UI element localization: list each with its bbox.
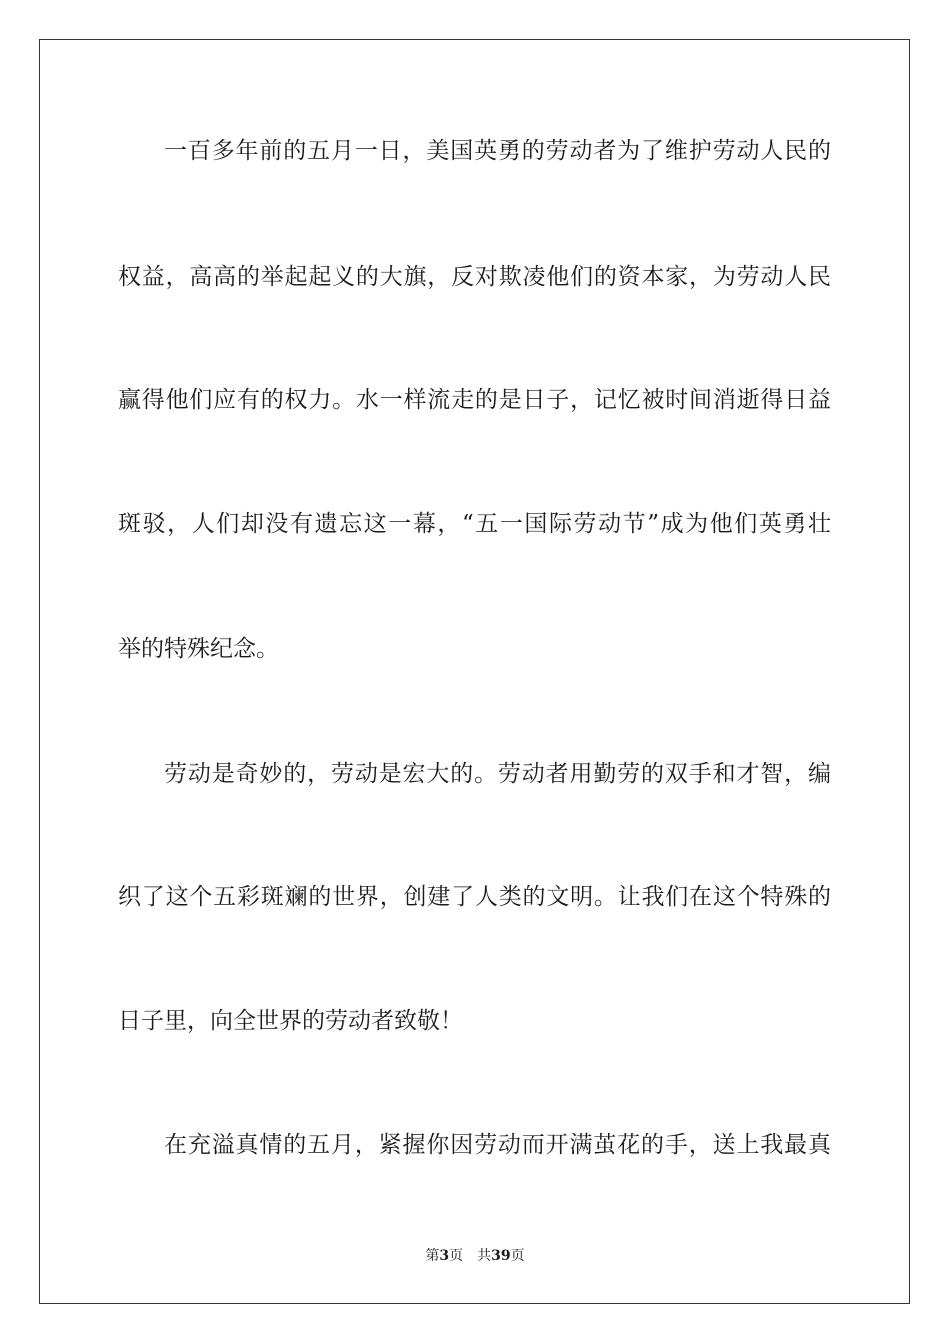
- footer-total-prefix: 共: [477, 1248, 492, 1264]
- page-border: [39, 39, 910, 1304]
- paragraph-2-line-2: 织了这个五彩斑斓的世界，创建了人类的文明。让我们在这个特殊的: [118, 884, 831, 910]
- footer-page-prefix: 第: [425, 1248, 440, 1264]
- paragraph-1-line-2: 权益，高高的举起起义的大旗，反对欺凌他们的资本家，为劳动人民: [118, 264, 831, 290]
- paragraph-1-line-1: 一百多年前的五月一日，美国英勇的劳动者为了维护劳动人民的: [164, 138, 831, 164]
- footer-total-pages: 39: [491, 1248, 511, 1264]
- paragraph-2-line-1: 劳动是奇妙的，劳动是宏大的。劳动者用勤劳的双手和才智，编: [164, 761, 831, 787]
- footer-total-suffix: 页: [510, 1248, 525, 1264]
- paragraph-1-line-5: 举的特殊纪念。: [118, 636, 279, 662]
- paragraph-3-line-1: 在充溢真情的五月，紧握你因劳动而开满茧花的手，送上我最真: [164, 1132, 831, 1158]
- paragraph-1-line-3: 赢得他们应有的权力。水一样流走的是日子，记忆被时间消逝得日益: [118, 387, 831, 413]
- paragraph-2-line-3: 日子里，向全世界的劳动者致敬！: [118, 1008, 463, 1034]
- page-footer: [0, 1247, 950, 1265]
- paragraph-1-line-4: 斑驳，人们却没有遗忘这一幕，“五一国际劳动节”成为他们英勇壮: [118, 511, 831, 537]
- footer-page-suffix: 页: [449, 1248, 464, 1264]
- footer-page-number: 3: [439, 1248, 450, 1264]
